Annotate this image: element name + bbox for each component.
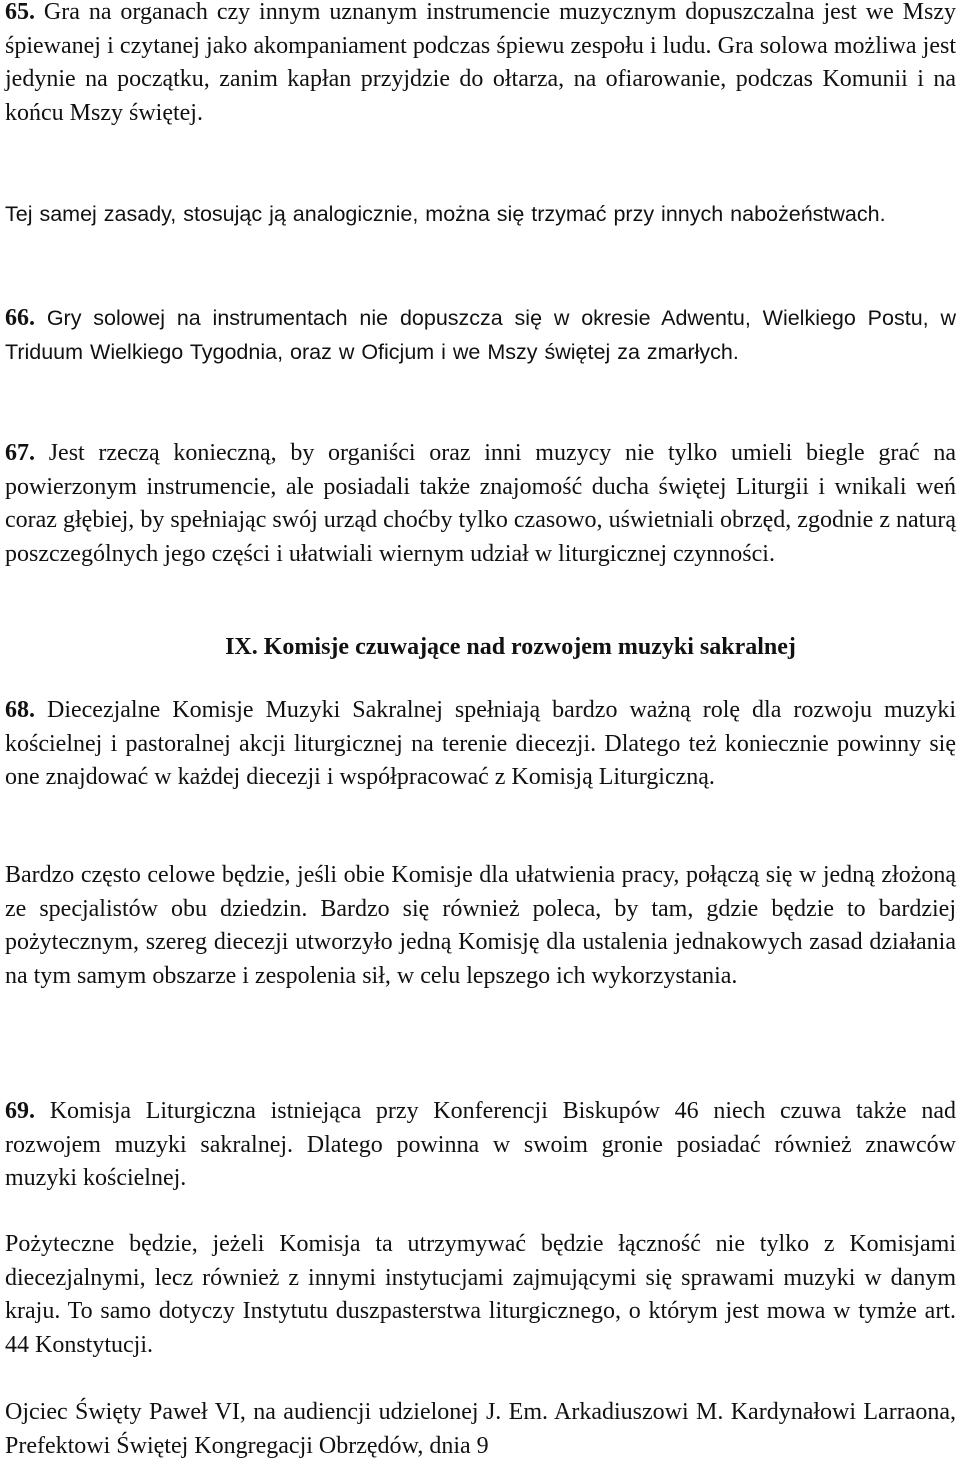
paragraph-68 — [5, 694, 956, 795]
paragraph-text: Jest rzeczą konieczną, by organiści oraz inni muzycy nie tylko umieli biegle grać na powierzonym instrumencie, ale posiadali także znajomość ducha świętej Liturgii i wnikali weń coraz głębiej, by spełniając swój urząd choćby tylko czasowo, uświetniali obrzęd, zgodnie z naturą poszczególnych jego części i ułatwiali wiernym udział w liturgicznej czynności. — [5, 440, 957, 567]
closing-paragraph — [5, 1396, 956, 1463]
paragraph-text: Komisja Liturgiczna istniejąca przy Konferencji Biskupów 46 niech czuwa także nad rozwojem muzyki sakralnej. Dlatego powinna w swoim gronie posiadać również znawców muzyki kościelnej. — [5, 1098, 956, 1191]
paragraph-text: Bardzo często celowe będzie, jeśli obie Komisje dla ułatwienia pracy, połączą się w jedną złożoną ze specjalistów obu dziedzin. Bardzo się również poleca, by tam, gdzie będzie to bardziej pożytecznym, szereg diecezji utworzyło jedną Komisję dla ustalenia jednakowych zasad działania na tym samym obszarze i zespolenia sił, w celu lepszego ich wykorzystania. — [5, 862, 956, 989]
paragraph-number: 68. — [5, 697, 35, 723]
paragraph-66 — [5, 302, 956, 369]
paragraph-69 — [5, 1095, 956, 1196]
paragraph-number: 69. — [5, 1098, 35, 1124]
section-heading: IX. Komisje czuwające nad rozwojem muzyki sakralnej — [225, 634, 796, 660]
paragraph-text: Gry solowej na instrumentach nie dopuszcza się w okresie Adwentu, Wielkiego Postu, w Triduum Wielkiego Tygodnia, oraz w Oficjum i we Mszy świętej za zmarłych. — [5, 306, 956, 364]
paragraph-text: Diecezjalne Komisje Muzyki Sakralnej spełniają bardzo ważną rolę dla rozwoju muzyki kościelnej i pastoralnej akcji liturgicznej na terenie diecezji. Dlatego też koniecznie powinny się one znajdować w każdej diecezji i współpracować z Komisją Liturgiczną. — [5, 697, 956, 790]
paragraph-67 — [5, 437, 956, 571]
paragraph-65 — [5, 0, 956, 130]
paragraph-number: 67. — [5, 440, 35, 466]
paragraph-text: Ojciec Święty Paweł VI, na audiencji udzielonej J. Em. Arkadiuszowi M. Kardynałowi Larraona, Prefektowi Świętej Kongregacji Obrzędów, dnia 9 — [5, 1399, 956, 1459]
paragraph-69-continuation — [5, 1228, 956, 1362]
paragraph-text: Gra na organach czy innym uznanym instrumencie muzycznym dopuszczalna jest we Mszy śpiewanej i czytanej jako akompaniament podczas śpiewu zespołu i ludu. Gra solowa możliwa jest jedynie na początku, zanim kapłan przyjdzie do ołtarza, na ofiarowanie, podczas Komunii i na końcu Mszy świętej. — [5, 0, 956, 126]
paragraph-text: Pożyteczne będzie, jeżeli Komisja ta utrzymywać będzie łączność nie tylko z Komisjami diecezjalnymi, lecz również z innymi instytucjami zajmującymi się sprawami muzyki w danym kraju. To samo dotyczy Instytutu duszpasterstwa liturgicznego, o którym jest mowa w tymże art. 44 Konstytucji. — [5, 1231, 956, 1358]
paragraph-65-continuation — [5, 198, 956, 232]
paragraph-68-continuation — [5, 859, 956, 993]
paragraph-text: Tej samej zasady, stosując ją analogicznie, można się trzymać przy innych nabożeństwach. — [5, 202, 886, 226]
paragraph-number: 66. — [5, 305, 35, 331]
paragraph-number: 65. — [5, 0, 35, 25]
